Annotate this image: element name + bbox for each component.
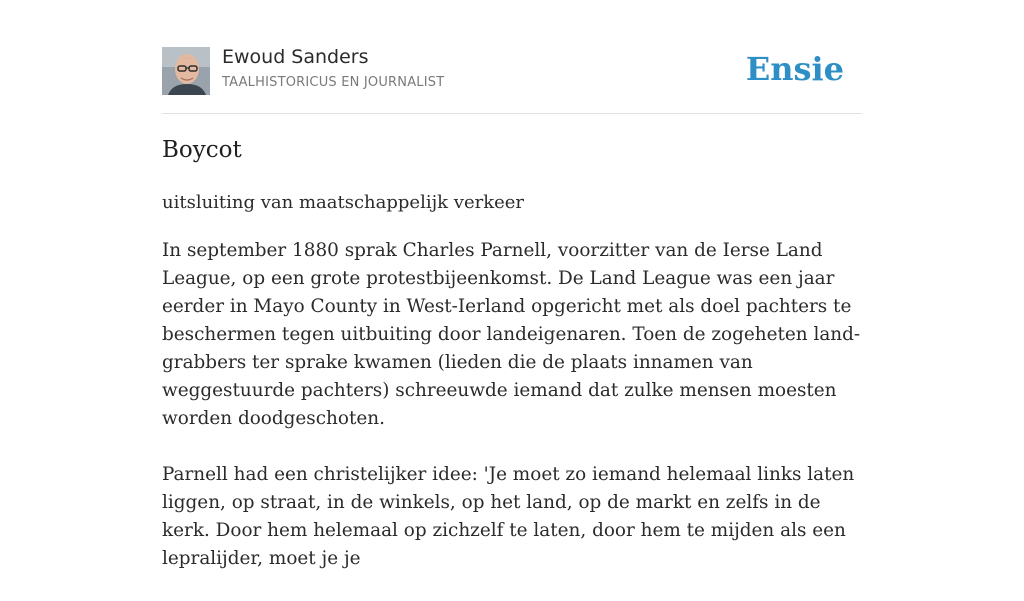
article-subtitle: uitsluiting van maatschappelijk verkeer [162,192,525,213]
body-paragraph: Parnell had een christelijker idee: 'Je moet zo iemand helemaal links laten liggen, op straat, in de winkels, op het land, op de markt en zelfs in de kerk. Door hem helemaal op zichzelf te laten, door hem te mijden als een lepralijder, moet je je [162,464,855,569]
avatar-image [162,47,210,95]
author-role: TAALHISTORICUS EN JOURNALIST [222,75,445,90]
article-container [162,0,862,569]
ensie-logo[interactable]: Ensie [745,50,844,88]
author-name[interactable]: Ewoud Sanders [222,46,369,68]
article-body [162,237,864,601]
body-paragraph: In september 1880 sprak Charles Parnell, voorzitter van de Ierse Land League, op een grote protestbijeenkomst. De Land League was een jaar eerder in Mayo County in West-Ierland opgericht met als doel pachters te beschermen tegen uitbuiting door landeigenaren. Toen de zogeheten land-grabbers ter sprake kwamen (lieden die de plaats innamen van weggestuurde pachters) schreeuwde iemand dat zulke mensen moesten worden doodgeschoten. [162,240,861,429]
author-avatar[interactable] [162,47,210,95]
article-title: Boycot [162,137,242,163]
author-header [162,0,862,114]
